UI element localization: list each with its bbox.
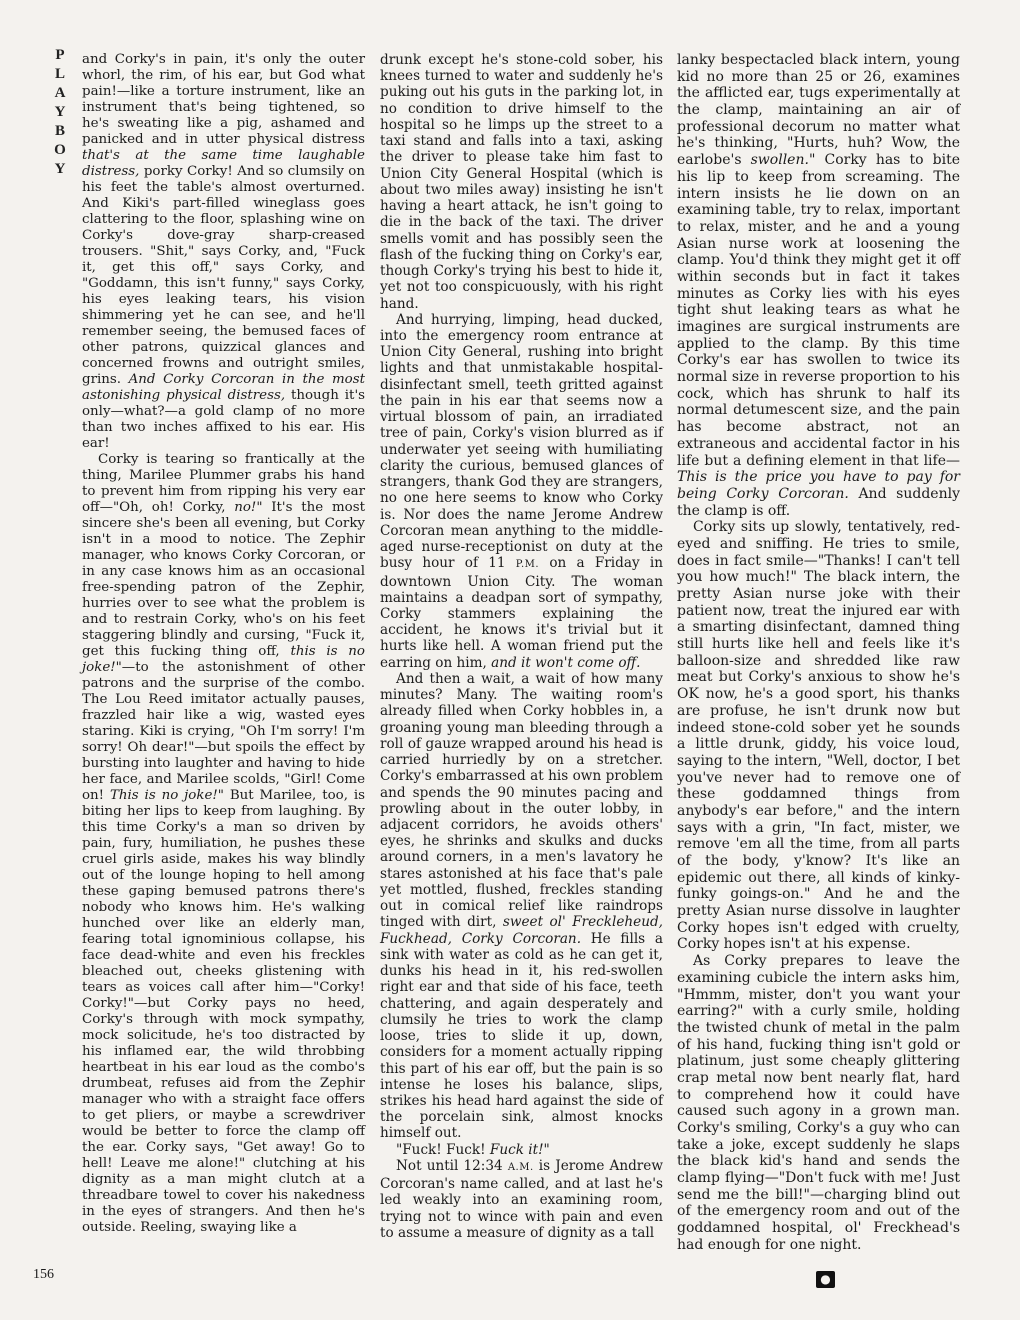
page-number: 156: [33, 1267, 54, 1282]
paragraph: And hurrying, limping, head ducked, into the emergency room entrance at Union City General, rushing into bright lights and that unmistakable hospital-disinfectant smell, teeth gritted against the pain in his ear that seems now a virtual blossom of pain, an irradiated tree of pain, Corky's vision blurred as if underwater yet seeing with humiliating clarity the curious, bemused glances of strangers, thank God they are strangers, no one here seems to know who Corky is. Nor does the name Jerome Andrew Corcoran mean anything to the middle-aged nurse-receptionist on duty at the busy hour of 11 P.M. on a Friday in downtown Union City. The woman maintains a deadpan sort of sympathy, Corky stammers explaining the accident, he knows it's trivial but it hurts like hell. A woman friend put the earring on him, and it won't come off.: [380, 311, 663, 671]
masthead-letter: L: [54, 66, 65, 82]
paragraph: Not until 12:34 A.M. is Jerome Andrew Corcoran's name called, and at last he's led weakly into an examining room, trying not to wince with pain and even to assume a measure of dignity as a tall: [380, 1157, 663, 1241]
text-column-1: [82, 52, 365, 1236]
text-column-2: [380, 52, 663, 1241]
masthead-vertical: [48, 46, 72, 179]
paragraph: drunk except he's stone-cold sober, his knees turned to water and suddenly he's puking out his guts in the parking lot, in no condition to drive himself to the hospital so he limps up the street to a taxi stand and falls into a taxi, asking the driver to please take him fast to Union City General Hospital (which is about two miles away) insisting he isn't having a heart attack, he isn't going to die in the back of the taxi. The driver smells vomit and has possibly seen the flash of the fucking thing on Corky's ear, though Corky's trying his best to hide it, yet not too conspicuously, with his right hand.: [380, 52, 663, 312]
masthead-letter: Y: [54, 161, 66, 177]
masthead-letter: A: [54, 85, 66, 101]
paragraph: lanky bespectacled black intern, young kid no more than 25 or 26, examines the afflicted ear, tugs experimentally at the clamp, maintaining an air of professional decorum no matter what he's thinking, "Hurts, huh? Wow, the earlobe's swollen." Corky has to bite his lip to keep from screaming. The intern insists he lie down on an examining table, try to relax, important to relax, mister, and he and a young Asian nurse work at loosening the clamp. You'd think they might get it off within seconds but in fact it takes minutes as Corky lies with his eyes tight shut leaking tears as what he imagines are surgical instruments are applied to the clamp. By this time Corky's ear has swollen to twice its normal size in reverse proportion to his cock, which has shrunk to half its normal detumescent size, and the pain has become abstract, not an extraneous and accidental factor in his life but a defining element in that life—This is the price you have to pay for being Corky Corcoran. And suddenly the clamp is off.: [677, 52, 960, 519]
masthead-letter: [48, 46, 72, 179]
paragraph: Corky sits up slowly, tentatively, red-eyed and sniffing. He tries to smile, does in fact smile—"Thanks! I can't tell you how much!" The black intern, the pretty Asian nurse joke with their patient now, treat the injured ear with a smarting disinfectant, damned thing still hurts like hell and feels like it's balloon-size and shredded like raw meat but Corky's anxious to show he's OK now, he's a good sport, his thanks are profuse, he isn't drunk now but indeed stone-cold sober yet he sounds a little drunk, giddy, his voice loud, saying to the intern, "Well, doctor, I bet you've never had to remove one of these goddamned things from anybody's ear before," and the intern says with a grin, "In fact, mister, we remove 'em all the time, from all parts of the body, y'know? It's like an epidemic out there, all kinds of kinky-funky goings-on." And he and the pretty Asian nurse dissolve in laughter Corky hopes isn't edged with cruelty, Corky hopes isn't at his expense.: [677, 519, 960, 953]
paragraph: Corky is tearing so frantically at the thing, Marilee Plummer grabs his hand to prevent him from ripping his very ear off—"Oh, oh! Corky, no!" It's the most sincere she's been all evening, but Corky isn't in a mood to notice. The Zephir manager, who knows Corky Corcoran, or in any case knows him as an occasional free-spending patron of the Zephir, hurries over to see what the problem is and to restrain Corky, who's on his feet staggering blindly and cursing, "Fuck it, get this fucking thing off, this is no joke!"—to the astonishment of other patrons and the surprise of the combo. The Lou Reed imitator actually pauses, frazzled hair like a wig, wasted eyes staring. Kiki is crying, "Oh I'm sorry! I'm sorry! Oh dear!"—but spoils the effect by bursting into laughter and having to hide her face, and Marilee scolds, "Girl! Come on! This is no joke!" But Marilee, too, is biting her lips to keep from laughing. By this time Corky's a man so driven by pain, fury, humiliation, he pushes these cruel girls aside, makes his way blindly out of the lounge hoping to hell among these gaping bemused patrons there's nobody who knows him. He's walking hunched over like an elderly man, fearing total ignominious collapse, his face dead-white and even his freckles bleached out, cheeks glistening with tears as voices call after him—"Corky! Corky!"—but Corky pays no heed, Corky's through with mock sympathy, mock solicitude, he's too distracted by his inflamed ear, the wild throbbing heartbeat in his ear loud as the combo's drumbeat, refuses aid from the Zephir manager who with a straight face offers to get pliers, or maybe a screwdriver would be better to force the clamp off the ear. Corky says, "Get away! Go to hell! Leave me alone!" clutching at his dignity as a man might clutch at a threadbare towel to cover his nakedness in the eyes of strangers. And then he's outside. Reeling, swaying like a: [82, 452, 365, 1235]
paragraph: and Corky's in pain, it's only the outer whorl, the rim, of his ear, but God what pain!—like a torture instrument, like an instrument that's being tightened, so he's sweating like a pig, ashamed and panicked and in utter physical distress that's at the same time laughable distress, porky Corky! And so clumsily on his feet the table's almost overturned. And Kiki's part-filled wineglass goes clattering to the floor, splashing wine on Corky's dove-gray sharp-creased trousers. "Shit," says Corky, and, "Fuck it, get this off," says Corky, and "Goddamn, this isn't funny," says Corky, his eyes leaking tears, his vision shimmering yet he can see, and he'll remember seeing, the bemused faces of other patrons, quizzical glances and concerned frowns and outright smiles, grins. And Corky Corcoran in the most astonishing physical distress, though it's only—what?—a gold clamp of no more than two inches affixed to his ear. His ear!: [82, 52, 365, 451]
paragraph: As Corky prepares to leave the examining cubicle the intern asks him, "Hmmm, mister, don't you want your earring?" with a curly smile, holding the twisted chunk of metal in the palm of his hand, fucking thing isn't gold or platinum, just some cheaply glittering crap metal now bent nearly flat, hard to comprehend how it could have caused such agony in a grown man. Corky's smiling, Corky's a guy who can take a joke, except suddenly he slaps the black kid's hand and sends the clamp flying—"Don't fuck with me! Just send me the bill!"—charging blind out of the emergency room and out of the goddamned hospital, ol' Freckhead's had enough for one night.: [677, 953, 960, 1253]
masthead-letter: P: [55, 47, 65, 63]
masthead-letter: Y: [54, 104, 66, 120]
paragraph: And then a wait, a wait of how many minutes? Many. The waiting room's already filled when Corky hobbles in, a groaning young man bleeding through a roll of gauze wrapped around his head is carried hurriedly by on a stretcher. Corky's embarrassed at his own problem and spends the 90 minutes pacing and prowling about in the outer lobby, in adjacent corridors, he avoids others' eyes, he shrinks and skulks and ducks around corners, in a men's lavatory he stares astonished at his face that's pale yet mottled, flushed, freckles standing out in comical relief like raindrops tinged with dirt, sweet ol' Freckleheud, Fuckhead, Corky Corcoran. He fills a sink with water as cold as he can get it, dunks his head in it, his red-swollen right ear and that side of his face, teeth chattering, and again desperately and clumsily he tries to work the clamp loose, tries to slide it up, down, considers for a moment actually ripping this part of his ear off, but the pain is so intense he loses his balance, slips, strikes his head hard against the side of the porcelain sink, almost knocks himself out.: [380, 670, 663, 1142]
masthead-letter: B: [54, 123, 65, 139]
paragraph: "Fuck! Fuck! Fuck it!": [396, 1141, 550, 1158]
text-column-3: [677, 52, 960, 1254]
masthead-letter: O: [54, 142, 66, 158]
rabbit-head-icon: ●: [816, 1271, 835, 1288]
